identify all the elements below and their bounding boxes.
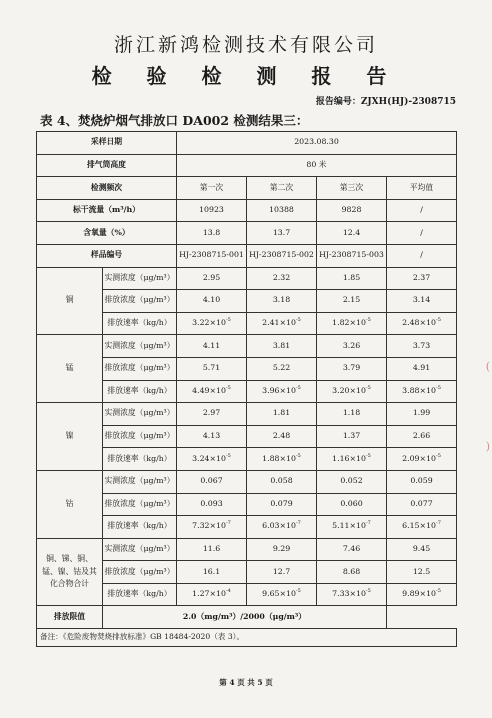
rate-mantissa: 1.16 — [332, 453, 350, 463]
report-number: 报告编号：ZJXH(HJ)-2308715 — [315, 97, 456, 107]
measured-cell: 1.99 — [387, 403, 457, 426]
rate-exponent: -5 — [295, 588, 301, 595]
rate-mantissa: 7.33 — [332, 589, 350, 599]
metric-label: 实测浓度（μg/m³） — [103, 538, 177, 561]
times-ten: ×10 — [209, 521, 226, 531]
emission-cell: 4.91 — [387, 357, 457, 380]
times-ten: ×10 — [419, 318, 436, 328]
measured-cell: 2.97 — [177, 403, 247, 426]
emission-cell: 3.18 — [247, 290, 317, 313]
rate-mantissa: 3.22 — [192, 318, 210, 328]
times-ten: ×10 — [349, 453, 366, 463]
rate-mantissa: 1.82 — [332, 318, 350, 328]
rate-exponent: -5 — [365, 384, 371, 391]
flow-cell: 10388 — [247, 199, 317, 222]
note-row — [37, 629, 457, 647]
rate-exponent: -5 — [436, 588, 441, 595]
flow-cell: / — [387, 199, 457, 222]
metric-label: 排放浓度（μg/m³） — [103, 357, 177, 380]
metal-name: 铜、锑、铜、锰、镍、钴及其化合物合计 — [37, 538, 103, 606]
measured-cell: 3.26 — [317, 335, 387, 358]
stamp-edge-mark: ( — [485, 360, 490, 373]
rate-cell — [177, 312, 247, 335]
times-ten: ×10 — [419, 453, 436, 463]
emission-cell: 4.13 — [177, 425, 247, 448]
rate-exponent: -5 — [295, 317, 301, 324]
stamp-edge-mark: ) — [485, 440, 490, 453]
metal-row — [37, 335, 457, 358]
emission-cell: 8.68 — [317, 561, 387, 584]
emission-cell: 1.37 — [317, 425, 387, 448]
rate-mantissa: 9.89 — [402, 589, 420, 599]
metal-row — [37, 538, 457, 561]
emission-cell: 16.1 — [177, 561, 247, 584]
rate-cell — [177, 380, 247, 403]
column-header: 平均值 — [387, 177, 457, 200]
frequency-label: 检测频次 — [37, 177, 177, 200]
metric-label: 实测浓度（μg/m³） — [103, 267, 177, 290]
metric-label: 实测浓度（μg/m³） — [103, 403, 177, 426]
measured-cell: 2.32 — [247, 267, 317, 290]
rate-cell — [387, 583, 457, 606]
metal-name: 钴 — [37, 470, 103, 538]
measured-cell: 9.29 — [247, 538, 317, 561]
stack-height-row — [37, 154, 457, 177]
rate-cell — [317, 380, 387, 403]
oxygen-row — [37, 222, 457, 245]
rate-mantissa: 2.09 — [402, 453, 420, 463]
rate-exponent: -5 — [225, 384, 231, 391]
measured-cell: 0.059 — [387, 470, 457, 493]
measured-cell: 1.81 — [247, 403, 317, 426]
sample-no-label: 样品编号 — [37, 244, 177, 267]
metric-label: 排放浓度（μg/m³） — [103, 290, 177, 313]
rate-exponent: -7 — [295, 520, 301, 527]
times-ten: ×10 — [279, 318, 296, 328]
emission-cell: 12.5 — [387, 561, 457, 584]
rate-exponent: -5 — [365, 452, 371, 459]
sample-no-cell: HJ-2308715-002 — [247, 244, 317, 267]
emission-cell: 2.15 — [317, 290, 387, 313]
times-ten: ×10 — [419, 385, 436, 395]
rate-cell — [317, 516, 387, 539]
emission-cell: 2.66 — [387, 425, 457, 448]
rate-mantissa: 5.11 — [332, 521, 350, 531]
times-ten: ×10 — [209, 589, 226, 599]
oxygen-label: 含氧量（%） — [37, 222, 177, 245]
measured-cell: 2.37 — [387, 267, 457, 290]
sample-date-label: 采样日期 — [37, 132, 177, 155]
rate-cell — [317, 448, 387, 471]
column-header: 第二次 — [247, 177, 317, 200]
oxygen-cell: 12.4 — [317, 222, 387, 245]
metric-label: 排放浓度（μg/m³） — [103, 493, 177, 516]
measured-cell: 11.6 — [177, 538, 247, 561]
times-ten: ×10 — [349, 521, 366, 531]
rate-exponent: -4 — [225, 588, 231, 595]
rate-exponent: -5 — [225, 452, 231, 459]
emission-cell: 12.7 — [247, 561, 317, 584]
emission-cell: 5.71 — [177, 357, 247, 380]
rate-cell — [247, 312, 317, 335]
emission-cell: 3.14 — [387, 290, 457, 313]
emission-cell: 0.079 — [247, 493, 317, 516]
times-ten: ×10 — [279, 385, 296, 395]
rate-cell — [247, 516, 317, 539]
metal-name: 锰 — [37, 335, 103, 403]
rate-cell — [177, 448, 247, 471]
rate-mantissa: 6.15 — [402, 521, 420, 531]
rate-cell — [247, 380, 317, 403]
stack-height-value: 80 米 — [177, 154, 457, 177]
metric-label: 排放速率（kg/h） — [103, 448, 177, 471]
times-ten: ×10 — [209, 318, 226, 328]
times-ten: ×10 — [279, 589, 296, 599]
document-title: 检 验 检 测 报 告 — [91, 64, 401, 88]
rate-cell — [177, 516, 247, 539]
rate-mantissa: 6.03 — [262, 521, 280, 531]
rate-cell — [387, 380, 457, 403]
emission-cell: 2.48 — [247, 425, 317, 448]
rate-exponent: -5 — [295, 452, 301, 459]
note-text: 备注：《危险废物焚烧排放标准》GB 18484-2020（表 3）。 — [37, 629, 457, 647]
metric-label: 排放速率（kg/h） — [103, 380, 177, 403]
times-ten: ×10 — [349, 318, 366, 328]
metal-name: 铜 — [37, 267, 103, 335]
measured-cell: 3.81 — [247, 335, 317, 358]
rate-mantissa: 7.32 — [192, 521, 210, 531]
rate-cell — [247, 583, 317, 606]
sample-no-row — [37, 244, 457, 267]
rate-exponent: -5 — [365, 588, 371, 595]
frequency-row — [37, 177, 457, 200]
rate-exponent: -5 — [365, 317, 371, 324]
sample-date-value: 2023.08.30 — [177, 132, 457, 155]
metric-label: 实测浓度（μg/m³） — [103, 470, 177, 493]
rate-exponent: -5 — [225, 317, 231, 324]
rate-cell — [247, 448, 317, 471]
times-ten: ×10 — [419, 521, 436, 531]
rate-exponent: -7 — [365, 520, 371, 527]
emission-cell: 0.093 — [177, 493, 247, 516]
metal-row — [37, 403, 457, 426]
rate-cell — [387, 448, 457, 471]
sample-date-row — [37, 132, 457, 155]
rate-exponent: -5 — [436, 317, 441, 324]
metric-label: 实测浓度（μg/m³） — [103, 335, 177, 358]
measured-cell: 0.052 — [317, 470, 387, 493]
metric-label: 排放浓度（μg/m³） — [103, 561, 177, 584]
rate-exponent: -7 — [436, 520, 441, 527]
rate-mantissa: 2.41 — [262, 318, 280, 328]
emission-cell: 4.10 — [177, 290, 247, 313]
rate-mantissa: 3.96 — [262, 385, 280, 395]
measured-cell: 0.058 — [247, 470, 317, 493]
limit-row — [37, 606, 457, 629]
measured-cell: 0.067 — [177, 470, 247, 493]
rate-cell — [317, 583, 387, 606]
emission-cell: 3.79 — [317, 357, 387, 380]
times-ten: ×10 — [349, 589, 366, 599]
rate-cell — [387, 312, 457, 335]
rate-mantissa: 3.20 — [332, 385, 350, 395]
emission-cell: 0.077 — [387, 493, 457, 516]
limit-value: 2.0（mg/m³）/2000（μg/m³） — [103, 606, 387, 629]
times-ten: ×10 — [209, 385, 226, 395]
limit-label: 排放限值 — [37, 606, 103, 629]
rate-cell — [177, 583, 247, 606]
rate-mantissa: 1.27 — [192, 589, 210, 599]
emission-cell: 5.22 — [247, 357, 317, 380]
column-header: 第一次 — [177, 177, 247, 200]
measured-cell: 9.45 — [387, 538, 457, 561]
metal-row — [37, 470, 457, 493]
measured-cell: 1.85 — [317, 267, 387, 290]
rate-cell — [317, 312, 387, 335]
metric-label: 排放速率（kg/h） — [103, 312, 177, 335]
oxygen-cell: 13.8 — [177, 222, 247, 245]
oxygen-cell: / — [387, 222, 457, 245]
sample-no-cell: HJ-2308715-001 — [177, 244, 247, 267]
rate-exponent: -7 — [225, 520, 231, 527]
metric-label: 排放速率（kg/h） — [103, 516, 177, 539]
flow-row — [37, 199, 457, 222]
rate-mantissa: 4.49 — [192, 385, 210, 395]
rate-mantissa: 9.65 — [262, 589, 280, 599]
metal-row — [37, 267, 457, 290]
results-table — [36, 131, 457, 647]
times-ten: ×10 — [209, 453, 226, 463]
flow-label: 标干流量（m³/h） — [37, 199, 177, 222]
page-footer: 第 4 页 共 5 页 — [219, 678, 273, 687]
rate-exponent: -5 — [436, 384, 441, 391]
stack-height-label: 排气筒高度 — [37, 154, 177, 177]
times-ten: ×10 — [279, 521, 296, 531]
company-name: 浙江新鸿检测技术有限公司 — [113, 34, 378, 56]
times-ten: ×10 — [419, 589, 436, 599]
rate-exponent: -5 — [436, 452, 441, 459]
flow-cell: 10923 — [177, 199, 247, 222]
oxygen-cell: 13.7 — [247, 222, 317, 245]
sample-no-cell: / — [387, 244, 457, 267]
flow-cell: 9828 — [317, 199, 387, 222]
measured-cell: 7.46 — [317, 538, 387, 561]
rate-mantissa: 1.88 — [262, 453, 280, 463]
rate-mantissa: 2.48 — [402, 318, 420, 328]
emission-cell: 0.060 — [317, 493, 387, 516]
metric-label: 排放浓度（μg/m³） — [103, 425, 177, 448]
table-title: 表 4、焚烧炉烟气排放口 DA002 检测结果三： — [40, 113, 309, 128]
rate-exponent: -5 — [295, 384, 301, 391]
measured-cell: 4.11 — [177, 335, 247, 358]
measured-cell: 1.18 — [317, 403, 387, 426]
sample-no-cell: HJ-2308715-003 — [317, 244, 387, 267]
column-header: 第三次 — [317, 177, 387, 200]
times-ten: ×10 — [279, 453, 296, 463]
measured-cell: 2.95 — [177, 267, 247, 290]
times-ten: ×10 — [349, 385, 366, 395]
metal-name: 镍 — [37, 403, 103, 471]
measured-cell: 3.73 — [387, 335, 457, 358]
metric-label: 排放速率（kg/h） — [103, 583, 177, 606]
rate-cell — [387, 516, 457, 539]
rate-mantissa: 3.88 — [402, 385, 420, 395]
rate-mantissa: 3.24 — [192, 453, 210, 463]
